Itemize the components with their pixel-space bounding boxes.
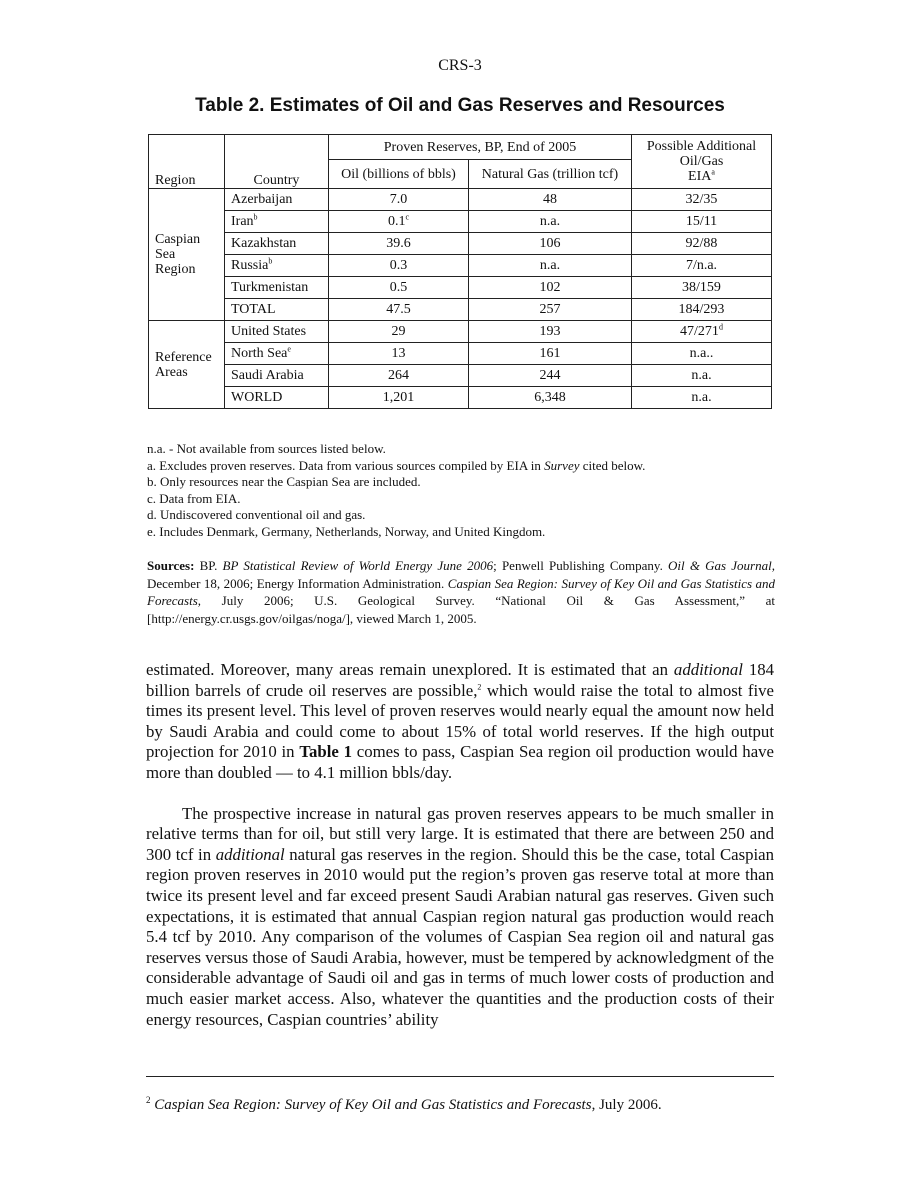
possible-cell: 7/n.a. [632,255,772,277]
possible-cell: n.a. [632,365,772,387]
gas-cell: 106 [469,233,632,255]
gas-cell: 193 [469,321,632,343]
country-cell: Saudi Arabia [225,365,329,387]
oil-cell: 47.5 [329,299,469,321]
table-row [149,211,772,233]
body-paragraph-1: estimated. Moreover, many areas remain unexplored. It is estimated that an additional 184 billion barrels of crude oil reserves are possible,$^2$ which would raise the total to almost five times its present level. This level of proven reserves would nearly equal the amount now held by Saudi Arabia and could come to about 15% of total world reserves. If the high output projection for 2010 in Table 1 comes to pass, Caspian Sea region oil production would have more than doubled — to 4.1 million bbls/day. [146,660,775,782]
note-d: d. Undiscovered conventional oil and gas. [147,507,366,522]
gas-cell: 102 [469,277,632,299]
gas-cell: 161 [469,343,632,365]
region-label-line: Region [155,262,196,277]
body-text [146,660,774,1030]
gas-cell: n.a. [469,255,632,277]
table-row [149,189,772,211]
proven-reserves-header: Proven Reserves, BP, End of 2005 [329,135,632,160]
country-cell: Iran$^b$ [225,211,329,233]
oil-cell: 7.0 [329,189,469,211]
table-notes [147,441,777,540]
possible-cell: 92/88 [632,233,772,255]
note-na: n.a. - Not available from sources listed below. [147,441,386,456]
country-cell: Azerbaijan [225,189,329,211]
oil-cell: 0.3 [329,255,469,277]
table-row [149,277,772,299]
footnote-ref: 2 [477,682,482,691]
oil-cell: 1,201 [329,387,469,409]
possible-header-line3: EIA [688,169,712,184]
possible-header-line1: Possible Additional [646,139,757,154]
gas-cell: 257 [469,299,632,321]
country-cell: Turkmenistan [225,277,329,299]
footnote-divider [146,1076,774,1077]
region-label-line: Caspian [155,232,201,247]
footnote: $^2$ Caspian Sea Region: Survey of Key Oil and Gas Statistics and Forecasts, July 2006. [146,1095,662,1113]
region-label-line: Reference [155,349,212,365]
oil-cell: 13 [329,343,469,365]
possible-cell: 15/11 [632,211,772,233]
table-row [149,321,772,343]
caspian-region-cell [149,189,225,321]
table-row [149,343,772,365]
note-b: b. Only resources near the Caspian Sea are included. [147,474,421,489]
oil-header: Oil (billions of bbls) [329,160,469,189]
table-row [149,233,772,255]
table-row [149,365,772,387]
oil-cell: 264 [329,365,469,387]
possible-cell: n.a. [632,387,772,409]
region-label-line: Areas [155,364,188,380]
oil-cell: 0.5 [329,277,469,299]
table-title: Table 2. Estimates of Oil and Gas Reserves and Resources [195,95,725,116]
footnote-number: 2 [146,1095,151,1105]
body-paragraph-2: The prospective increase in natural gas proven reserves appears to be much smaller in relative terms than for oil, but still very large. It is estimated that there are between 250 and 300 tcf in additional natural gas reserves in the region. Should this be the case, total Caspian region proven reserves in 2010 would put the region’s proven gas reserve total at more than twice its present level and far exceed present Saudi Arabian natural gas reserves. Given such expectations, it is estimated that annual Caspian region natural gas production would reach 5.4 tcf by 2010. Any comparison of the volumes of Caspian Sea region oil and natural gas reserves versus those of Saudi Arabia, however, must be tempered by acknowledgment of the considerable advantage of Saudi oil and gas in terms of much lower costs of production and much easier market access. Also, whatever the quantities and the production costs of their energy resources, Caspian countries’ ability [146,803,775,1029]
possible-cell: 184/293 [632,299,772,321]
oil-cell: 39.6 [329,233,469,255]
table-row [149,387,772,409]
possible-cell: 47/271$^d$ [632,321,772,343]
gas-cell: 6,348 [469,387,632,409]
gas-cell: 244 [469,365,632,387]
region-label-line: Sea [155,247,176,262]
possible-cell: n.a.. [632,343,772,365]
reserves-table [148,134,772,409]
note-e: e. Includes Denmark, Germany, Netherlands, Norway, and United Kingdom. [147,523,546,539]
table-row [149,299,772,321]
country-header: Country [225,135,329,189]
gas-cell: 48 [469,189,632,211]
oil-cell: 0.1$^c$ [329,211,469,233]
country-cell: United States [225,321,329,343]
note-c: c. Data from EIA. [147,490,241,506]
country-cell: WORLD [225,387,329,409]
page-header: CRS-3 [438,57,482,74]
note-a: a. Excludes proven reserves. Data from various sources compiled by EIA in Survey cited below. [147,457,646,473]
gas-cell: n.a. [469,211,632,233]
region-header: Region [149,135,225,189]
reference-region-cell [149,321,225,409]
sources-label: Sources: [147,558,195,573]
country-cell: North Sea$^e$ [225,343,329,365]
table-row [149,255,772,277]
possible-header-sup: a [711,167,715,177]
oil-cell: 29 [329,321,469,343]
sources-paragraph: Sources: BP. BP Statistical Review of World Energy June 2006; Penwell Publishing Company. Oil & Gas Journal, December 18, 2006; Energy Information Administration. Caspian Sea Region: Survey of Key Oil and Gas Statistics and Forecasts, July 2006; U.S. Geological Survey. “National Oil & Gas Assessment,” at [http://energy.cr.usgs.gov/oilgas/noga/], viewed March 1, 2005. [147,558,775,626]
possible-cell: 32/35 [632,189,772,211]
gas-header: Natural Gas (trillion tcf) [469,160,632,189]
country-cell: TOTAL [225,299,329,321]
possible-cell: 38/159 [632,277,772,299]
country-cell: Kazakhstan [225,233,329,255]
possible-header-line2: Oil/Gas [679,154,724,169]
country-cell: Russia$^b$ [225,255,329,277]
possible-additional-header [632,135,772,189]
